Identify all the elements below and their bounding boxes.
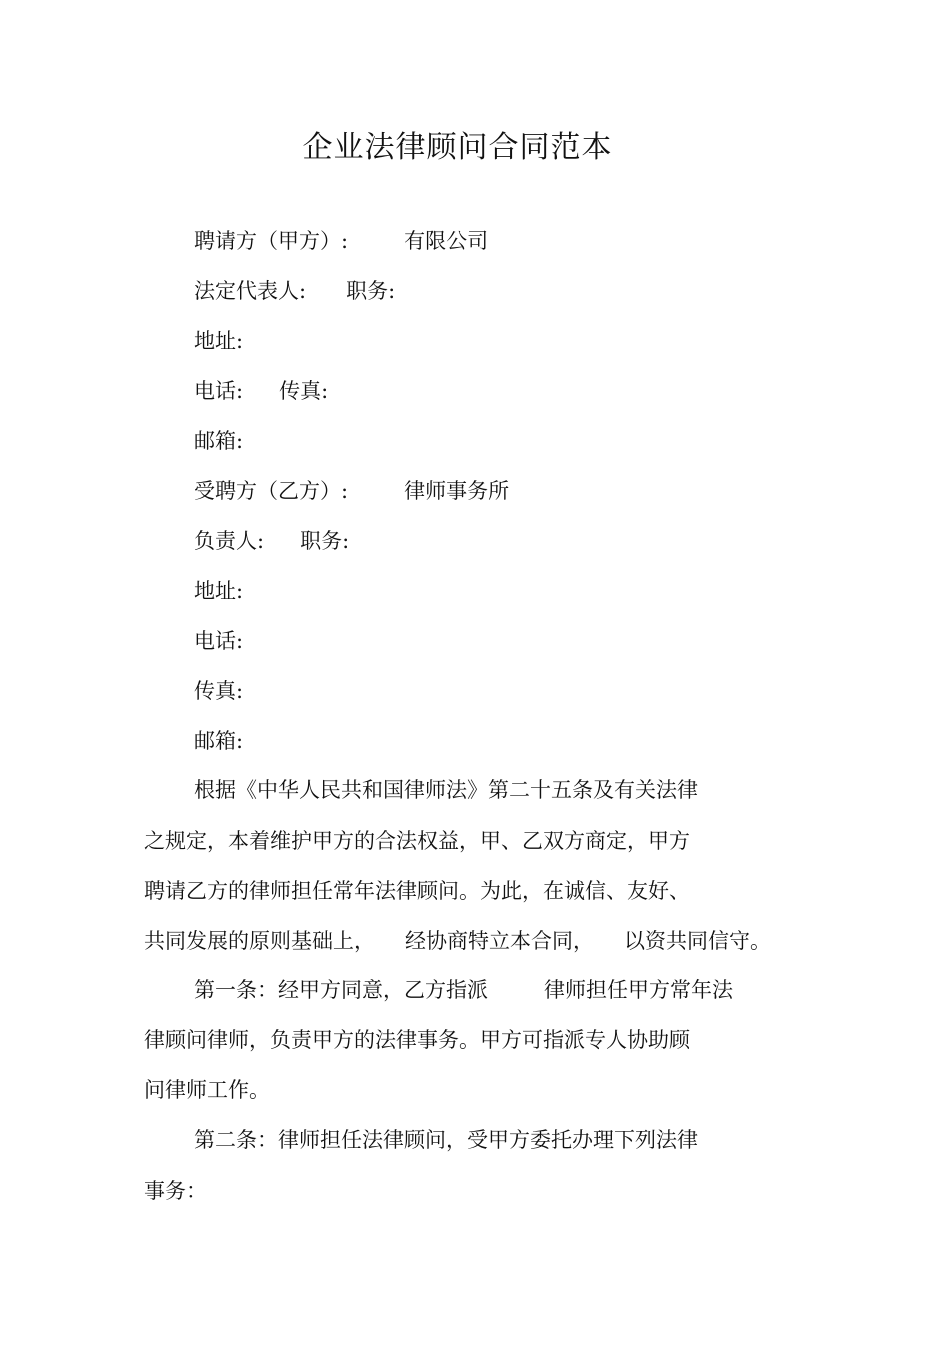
article-2-line-2: 事务：	[144, 1179, 207, 1203]
party-b-phone: 电话:	[194, 629, 244, 653]
party-a-phone-label: 电话:	[194, 379, 244, 403]
document-title: 企业法律顾问合同范本	[302, 130, 613, 165]
preamble-line-4a: 共同发展的原则基础上，	[144, 929, 375, 953]
party-b-label: 受聘方（乙方）:	[194, 479, 349, 503]
preamble-line-4b: 经协商特立本合同，	[405, 929, 594, 953]
party-a-rep-label: 法定代表人:	[194, 279, 307, 303]
party-a-post-label: 职务:	[346, 279, 396, 303]
preamble-line-3: 聘请乙方的律师担任常年法律顾问。为此，在诚信、友好、	[144, 879, 690, 903]
party-a-address: 地址:	[194, 329, 244, 353]
party-b-email: 邮箱:	[194, 729, 244, 753]
article-1-line-1	[194, 976, 733, 1004]
preamble-line-4	[144, 927, 771, 955]
party-b-post-label: 职务:	[300, 529, 350, 553]
party-b-head-label: 负责人:	[194, 529, 265, 553]
preamble-line-2: 之规定，本着维护甲方的合法权益，甲、乙双方商定，甲方	[144, 829, 690, 853]
party-a-rep-line	[194, 277, 395, 305]
party-a-email: 邮箱:	[194, 429, 244, 453]
party-b-fax: 传真:	[194, 679, 244, 703]
party-a-contact-line	[194, 377, 328, 405]
party-a-line	[194, 227, 488, 255]
party-b-line	[194, 477, 509, 505]
article-1-line-1a: 第一条：经甲方同意，乙方指派	[194, 978, 488, 1002]
article-1-line-1b: 律师担任甲方常年法	[544, 978, 733, 1002]
party-a-fax-label: 传真:	[279, 379, 329, 403]
party-a-name: 有限公司	[404, 229, 489, 253]
preamble-line-4c: 以资共同信守。	[624, 929, 771, 953]
preamble-line-1: 根据《中华人民共和国律师法》第二十五条及有关法律	[194, 778, 698, 802]
party-b-name: 律师事务所	[404, 479, 510, 503]
article-1-line-3: 问律师工作。	[144, 1078, 270, 1102]
party-b-address: 地址:	[194, 579, 244, 603]
party-a-label: 聘请方（甲方）:	[194, 229, 349, 253]
party-b-head-line	[194, 527, 349, 555]
article-1-line-2: 律顾问律师，负责甲方的法律事务。甲方可指派专人协助顾	[144, 1028, 690, 1052]
article-2-line-1: 第二条：律师担任法律顾问，受甲方委托办理下列法律	[194, 1128, 698, 1152]
